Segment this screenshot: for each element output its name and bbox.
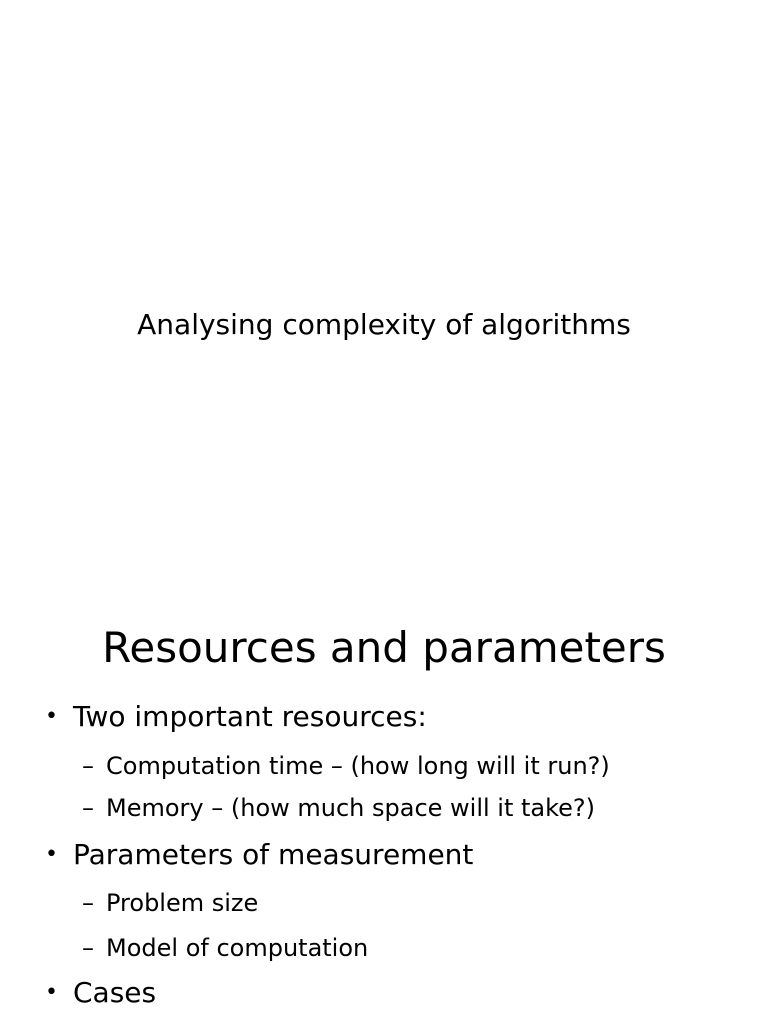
sub-bullet-text: Problem size bbox=[106, 889, 259, 917]
bullet-text: Cases bbox=[73, 976, 157, 1009]
dash-marker: – bbox=[82, 889, 94, 917]
sub-bullet-text: Model of computation bbox=[106, 934, 369, 962]
sub-bullet-item bbox=[82, 932, 368, 964]
bullet-text: Two important resources: bbox=[73, 700, 427, 733]
dash-marker: – bbox=[82, 752, 94, 780]
dash-marker: – bbox=[82, 934, 94, 962]
slide-2 bbox=[0, 576, 768, 1024]
bullet-item bbox=[45, 699, 427, 735]
bullet-marker: • bbox=[45, 704, 58, 729]
sub-bullet-item bbox=[82, 792, 595, 824]
dash-marker: – bbox=[82, 794, 94, 822]
sub-bullet-text: Computation time – (how long will it run?) bbox=[106, 752, 610, 780]
bullet-item bbox=[45, 975, 156, 1011]
slide-heading: Resources and parameters bbox=[102, 623, 666, 672]
sub-bullet-item bbox=[82, 887, 258, 919]
bullet-text: Parameters of measurement bbox=[73, 838, 474, 871]
sub-bullet-text: Memory – (how much space will it take?) bbox=[106, 794, 596, 822]
bullet-item bbox=[45, 837, 473, 873]
bullet-marker: • bbox=[45, 842, 58, 867]
slide-title: Analysing complexity of algorithms bbox=[137, 308, 631, 341]
sub-bullet-item bbox=[82, 750, 610, 782]
bullet-marker: • bbox=[45, 980, 58, 1005]
